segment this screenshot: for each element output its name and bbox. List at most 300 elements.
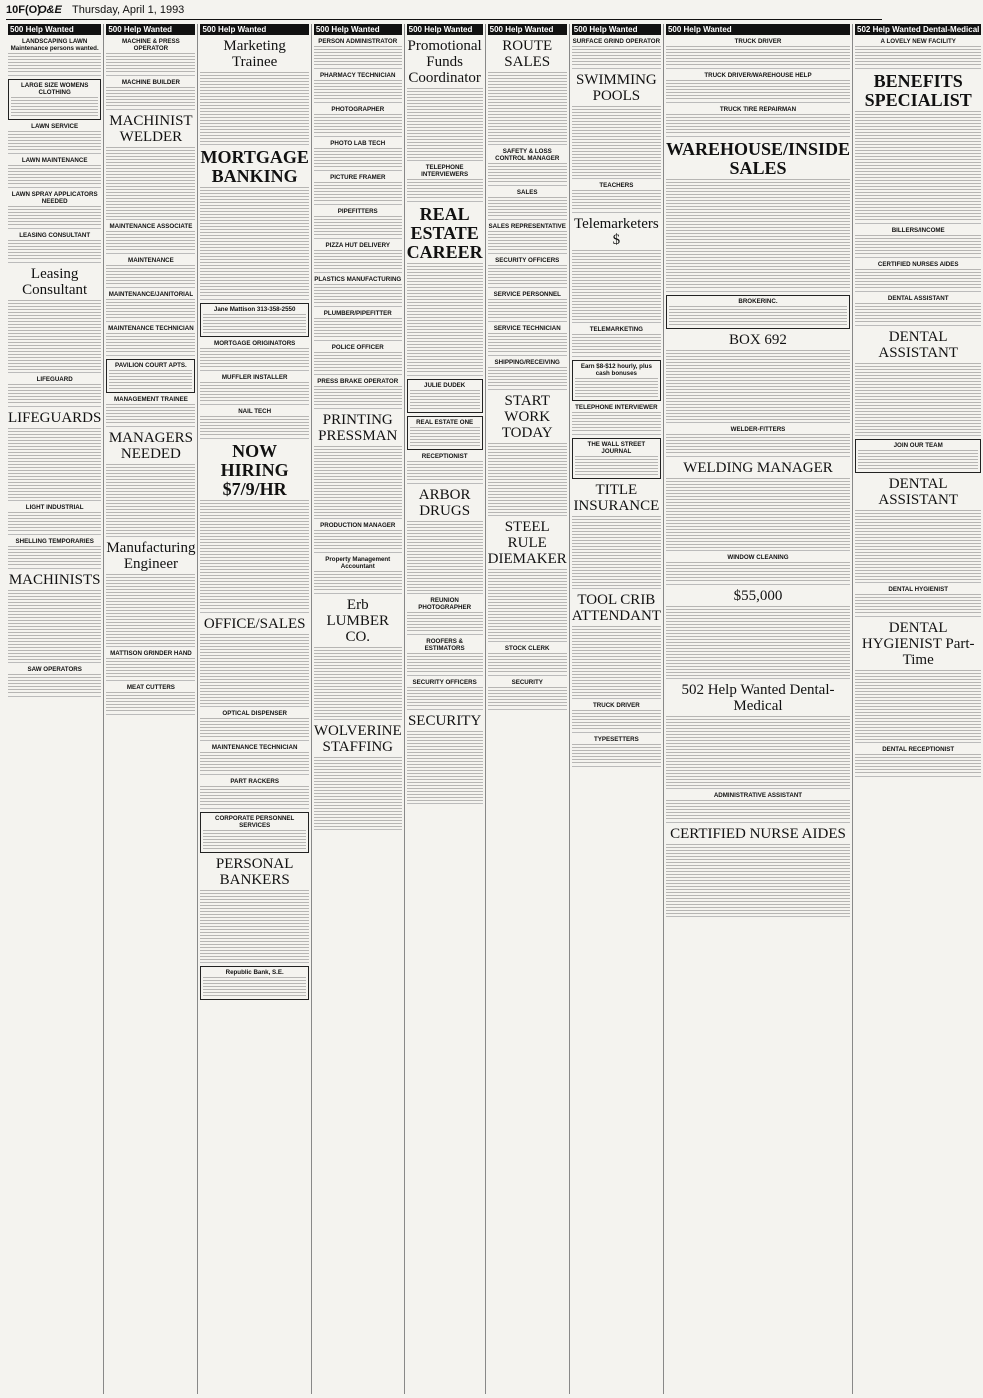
ad-title: WELDER-FITTERS — [730, 426, 786, 433]
ad-body-text — [106, 53, 195, 73]
ad-body-text — [572, 46, 661, 66]
classified-ad — [8, 504, 101, 535]
ad-title: LEASING CONSULTANT — [19, 232, 91, 239]
ad-title: BOX 692 — [729, 332, 787, 348]
ad-title: MANAGEMENT TRAINEE — [113, 396, 188, 403]
issue-date: Thursday, April 1, 1993 — [72, 4, 185, 16]
classified-ad — [314, 140, 402, 171]
classified-ad — [666, 332, 850, 423]
classified-ad — [488, 189, 567, 220]
ad-body-text — [488, 569, 567, 639]
ad-title: DENTAL ASSISTANT — [878, 329, 959, 361]
ad-body-text — [855, 269, 981, 289]
classified-ad — [200, 340, 308, 371]
classified-ad — [314, 723, 402, 830]
classified-ad — [488, 291, 567, 322]
ad-title: SAFETY & LOSS CONTROL MANAGER — [495, 148, 560, 162]
ad-body-text — [488, 231, 567, 251]
ad-title: NOW HIRING $7/9/HR — [220, 441, 289, 499]
ad-body-text — [8, 206, 101, 226]
classified-ad — [314, 344, 402, 375]
ad-title: SERVICE TECHNICIAN — [493, 325, 561, 332]
classified-ad — [8, 191, 101, 229]
classified-column — [311, 24, 404, 1394]
ad-body-text — [666, 350, 850, 420]
classified-ad — [8, 266, 101, 373]
ad-title: REUNION PHOTOGRAPHER — [418, 597, 472, 611]
classified-ad — [572, 360, 661, 401]
ad-body-text — [314, 148, 402, 168]
ad-body-text — [575, 378, 658, 398]
ad-title: LIGHT INDUSTRIAL — [25, 504, 84, 511]
ad-body-text — [666, 478, 850, 548]
ad-title: PERSON ADMINISTRATOR — [318, 38, 398, 45]
classified-ad — [106, 257, 195, 288]
classified-ad — [200, 856, 308, 963]
ad-body-text — [666, 80, 850, 100]
classified-ad — [106, 325, 195, 356]
ad-title: TRUCK DRIVER/WAREHOUSE HELP — [704, 72, 812, 79]
ad-body-text — [314, 182, 402, 202]
ad-title: CERTIFIED NURSES AIDES — [877, 261, 959, 268]
ad-title: LAWN SPRAY APPLICATORS NEEDED — [11, 191, 98, 205]
classified-ad — [855, 295, 981, 326]
ad-body-text — [666, 606, 850, 676]
ad-body-text — [488, 443, 567, 513]
ad-title: TELEPHONE INTERVIEWERS — [421, 164, 469, 178]
classified-ad — [666, 140, 850, 292]
ad-body-text — [855, 46, 981, 66]
classified-ad — [200, 374, 308, 405]
classified-ad — [407, 416, 483, 450]
classified-ad — [407, 379, 483, 413]
classified-ad — [855, 72, 981, 224]
classified-ad — [855, 38, 981, 69]
ad-title: ROOFERS & ESTIMATORS — [424, 638, 465, 652]
classified-ad — [200, 408, 308, 439]
classified-ad — [572, 482, 661, 589]
ad-title: SECURITY — [511, 679, 543, 686]
ad-title: LAWN MAINTENANCE — [21, 157, 88, 164]
classified-ad — [666, 426, 850, 457]
ad-body-text — [572, 744, 661, 764]
classified-ad — [8, 79, 101, 120]
classified-ad — [572, 326, 661, 357]
ad-body-text — [314, 318, 402, 338]
ad-body-text — [8, 512, 101, 532]
ad-title: SECURITY — [407, 713, 482, 729]
ad-title: Earn $8-$12 hourly, plus cash bonuses — [580, 363, 652, 377]
ad-body-text — [666, 114, 850, 134]
ad-body-text — [855, 111, 981, 221]
classified-ad — [407, 597, 483, 635]
ad-title: MACHINE & PRESS OPERATOR — [122, 38, 180, 52]
ad-title: TELEMARKETING — [589, 326, 643, 333]
ad-body-text — [314, 250, 402, 270]
ad-title: PERSONAL BANKERS — [215, 856, 294, 888]
ad-title: TELEPHONE INTERVIEWER — [575, 404, 658, 411]
classified-ad — [666, 682, 850, 789]
ad-body-text — [488, 653, 567, 673]
ad-title: PHOTO LAB TECH — [330, 140, 386, 147]
classified-ad — [314, 242, 402, 273]
ad-title: DENTAL HYGIENIST — [888, 586, 948, 593]
ad-title: Promotional Funds Coordinator — [407, 38, 482, 86]
ad-body-text — [572, 710, 661, 730]
ad-body-text — [106, 265, 195, 285]
classified-columns — [6, 24, 980, 1394]
classified-ad — [666, 38, 850, 69]
classified-ad — [106, 291, 195, 322]
classified-column — [663, 24, 852, 1394]
ad-body-text — [488, 265, 567, 285]
ad-body-text — [109, 370, 192, 390]
classified-ad — [572, 38, 661, 69]
ad-body-text — [8, 165, 101, 185]
ad-body-text — [314, 46, 402, 66]
classified-ad — [666, 106, 850, 137]
classified-ad — [407, 164, 483, 202]
ad-body-text — [200, 500, 308, 610]
classified-ad — [106, 359, 195, 393]
classified-ad — [106, 38, 195, 76]
classified-ad — [200, 303, 308, 337]
classified-ad — [488, 359, 567, 390]
ad-body-text — [200, 634, 308, 704]
ad-body-text — [314, 80, 402, 100]
ad-body-text — [8, 300, 101, 370]
ad-body-text — [407, 461, 483, 481]
ad-title: OFFICE/SALES — [203, 616, 306, 632]
classified-ad — [200, 812, 308, 853]
ad-title: MAINTENANCE/JANITORIAL — [108, 291, 194, 298]
classified-ad — [8, 123, 101, 154]
ad-title: MAINTENANCE TECHNICIAN — [211, 744, 298, 751]
ad-title: Telemarketers $ — [574, 216, 659, 248]
ad-body-text — [314, 571, 402, 591]
column-heading: 500 Help Wanted — [572, 24, 661, 35]
ad-title: PLUMBER/PIPEFITTER — [323, 310, 392, 317]
ad-title: SHELLING TEMPORARIES — [15, 538, 94, 545]
ad-title: Jane Mattison 313-358-2550 — [213, 306, 296, 313]
classified-ad — [407, 205, 483, 376]
classified-ad — [855, 439, 981, 473]
ad-title: RECEPTIONIST — [421, 453, 468, 460]
ad-body-text — [8, 240, 101, 260]
classified-ad — [572, 438, 661, 479]
ad-body-text — [200, 348, 308, 368]
ad-title: SECURITY OFFICERS — [495, 257, 560, 264]
ad-body-text — [407, 687, 483, 707]
ad-title: REAL ESTATE ONE — [416, 419, 474, 426]
classified-ad — [572, 182, 661, 213]
ad-body-text — [106, 147, 195, 217]
ad-title: TOOL CRIB ATTENDANT — [571, 592, 661, 624]
ad-body-text — [314, 757, 402, 827]
ad-title: MEAT CUTTERS — [126, 684, 175, 691]
classified-ad — [106, 650, 195, 681]
ad-body-text — [858, 450, 978, 470]
classified-column — [485, 24, 569, 1394]
ad-title: LIFEGUARD — [36, 376, 73, 383]
classified-ad — [106, 396, 195, 427]
ad-title: MAINTENANCE ASSOCIATE — [109, 223, 193, 230]
ad-title: SECURITY OFFICERS — [412, 679, 477, 686]
ad-title: TRUCK TIRE REPAIRMAN — [719, 106, 797, 113]
ad-body-text — [11, 97, 98, 117]
ad-title: START WORK TODAY — [501, 393, 553, 441]
ad-title: A LOVELY NEW FACILITY — [880, 38, 956, 45]
classified-ad — [106, 113, 195, 220]
ad-title: LIFEGUARDS — [8, 410, 102, 426]
ad-body-text — [200, 382, 308, 402]
ad-body-text — [855, 303, 981, 323]
classified-ad — [407, 679, 483, 710]
classified-column — [852, 24, 983, 1394]
ad-title: TRUCK DRIVER — [592, 702, 640, 709]
ad-body-text — [8, 384, 101, 404]
ad-body-text — [200, 718, 308, 738]
classified-ad — [200, 148, 308, 300]
ad-body-text — [106, 299, 195, 319]
ad-body-text — [106, 404, 195, 424]
ad-title: CERTIFIED NURSE AIDES — [670, 826, 846, 842]
ad-title: PAVILION COURT APTS. — [115, 362, 187, 369]
ad-body-text — [488, 333, 567, 353]
classified-ad — [200, 616, 308, 707]
ad-title: SURFACE GRIND OPERATOR — [572, 38, 661, 45]
ad-title: PICTURE FRAMER — [330, 174, 386, 181]
classified-ad — [666, 72, 850, 103]
column-heading: 500 Help Wanted — [200, 24, 308, 35]
classified-ad — [106, 223, 195, 254]
ad-body-text — [855, 594, 981, 614]
ad-body-text — [666, 179, 850, 289]
classified-ad — [666, 792, 850, 823]
ad-body-text — [855, 235, 981, 255]
classified-ad — [8, 572, 101, 663]
ad-body-text — [855, 510, 981, 580]
ad-title: Republic Bank, S.E. — [225, 969, 284, 976]
ad-body-text — [407, 263, 483, 373]
ad-title: STOCK CLERK — [504, 645, 550, 652]
column-heading: 500 Help Wanted — [314, 24, 402, 35]
classified-ad — [855, 746, 981, 777]
ad-body-text — [314, 352, 402, 372]
ad-title: ROUTE SALES — [502, 38, 553, 70]
ad-body-text — [666, 844, 850, 914]
classified-ad — [106, 79, 195, 110]
ad-body-text — [572, 516, 661, 586]
ad-title: WELDING MANAGER — [683, 460, 833, 476]
classified-ad — [314, 208, 402, 239]
ad-title: MUFFLER INSTALLER — [221, 374, 288, 381]
classified-ad — [666, 588, 850, 679]
ad-body-text — [572, 412, 661, 432]
classified-ad — [572, 736, 661, 767]
ad-title: TYPESETTERS — [594, 736, 639, 743]
ad-body-text — [314, 386, 402, 406]
ad-body-text — [407, 612, 483, 632]
classified-ad — [855, 586, 981, 617]
ad-body-text — [855, 754, 981, 774]
ad-body-text — [488, 72, 567, 142]
ad-body-text — [106, 692, 195, 712]
ad-title: TEACHERS — [599, 182, 634, 189]
classified-ad — [8, 38, 101, 76]
ad-body-text — [666, 800, 850, 820]
ad-body-text — [314, 647, 402, 717]
classified-ad — [314, 72, 402, 103]
classified-ad — [666, 554, 850, 585]
ad-body-text — [106, 574, 195, 644]
ad-body-text — [410, 427, 480, 447]
ad-title: WOLVERINE STAFFING — [313, 723, 402, 755]
ad-title: SAW OPERATORS — [27, 666, 82, 673]
classified-ad — [572, 216, 661, 323]
ad-body-text — [200, 786, 308, 806]
ad-body-text — [572, 626, 661, 696]
ad-title: JULIE DUDEK — [424, 382, 466, 389]
classified-ad — [8, 232, 101, 263]
ad-title: ADMINISTRATIVE ASSISTANT — [713, 792, 803, 799]
classified-ad — [488, 393, 567, 516]
column-heading: 500 Help Wanted — [488, 24, 567, 35]
ad-body-text — [572, 334, 661, 354]
ad-title: WINDOW CLEANING — [727, 554, 789, 561]
ad-title: JOIN OUR TEAM — [893, 442, 943, 449]
ad-body-text — [666, 434, 850, 454]
ad-body-text — [575, 456, 658, 476]
ad-title: Erb LUMBER CO. — [326, 597, 389, 645]
ad-body-text — [410, 390, 480, 410]
ad-title: MACHINIST WELDER — [109, 113, 193, 145]
ad-body-text — [8, 131, 101, 151]
ad-title: TRUCK DRIVER — [734, 38, 782, 45]
ad-title: REAL ESTATE CAREER — [406, 204, 483, 262]
ad-title: ARBOR DRUGS — [418, 487, 471, 519]
classified-ad — [200, 778, 308, 809]
classified-ad — [200, 38, 308, 145]
classified-ad — [855, 329, 981, 436]
classified-ad — [572, 702, 661, 733]
ad-body-text — [488, 163, 567, 183]
page-number: 10F(O) — [6, 4, 41, 16]
ad-title: LAWN SERVICE — [31, 123, 79, 130]
classified-ad — [200, 966, 308, 1000]
ad-body-text — [666, 716, 850, 786]
classified-ad — [407, 638, 483, 676]
classified-ad — [488, 148, 567, 186]
ad-title: $55,000 — [733, 588, 783, 604]
ad-body-text — [106, 333, 195, 353]
ad-body-text — [8, 546, 101, 566]
column-heading: 500 Help Wanted — [106, 24, 195, 35]
ad-body-text — [314, 216, 402, 236]
classified-ad — [314, 378, 402, 409]
classified-ad — [314, 597, 402, 720]
ad-title: MAINTENANCE TECHNICIAN — [108, 325, 194, 332]
ad-body-text — [669, 306, 847, 326]
ad-body-text — [855, 363, 981, 433]
ad-title: SALES REPRESENTATIVE — [488, 223, 566, 230]
classified-column — [6, 24, 103, 1394]
ad-body-text — [407, 731, 483, 801]
ad-title: NAIL TECH — [238, 408, 272, 415]
classified-ad — [200, 442, 308, 613]
classified-ad — [314, 106, 402, 137]
ad-body-text — [855, 670, 981, 740]
ad-body-text — [200, 72, 308, 142]
ad-title: DENTAL ASSISTANT — [878, 476, 959, 508]
ad-body-text — [200, 187, 308, 297]
ad-body-text — [488, 687, 567, 707]
ad-title: MATTISON GRINDER HAND — [110, 650, 192, 657]
ad-title: PART RACKERS — [230, 778, 280, 785]
column-heading: 502 Help Wanted Dental-Medical — [857, 25, 980, 34]
column-heading: 500 Help Wanted — [8, 24, 101, 35]
ad-title: LANDSCAPING LAWN Maintenance persons wanted. — [10, 38, 99, 52]
classified-ad — [106, 684, 195, 715]
classified-ad — [488, 257, 567, 288]
ad-title: OPTICAL DISPENSER — [222, 710, 287, 717]
classified-ad — [8, 666, 101, 697]
classified-ad — [314, 38, 402, 69]
ad-body-text — [314, 446, 402, 516]
ad-body-text — [314, 530, 402, 550]
ad-title: MACHINE BUILDER — [121, 79, 180, 86]
classified-ad — [666, 460, 850, 551]
classified-ad — [488, 645, 567, 676]
classified-ad — [407, 453, 483, 484]
ad-title: STEEL RULE DIEMAKER — [487, 519, 567, 567]
ad-title: 502 Help Wanted Dental-Medical — [681, 682, 835, 714]
ad-body-text — [8, 674, 101, 694]
classified-ad — [407, 713, 483, 804]
ad-title: SERVICE PERSONNEL — [493, 291, 561, 298]
ad-body-text — [488, 299, 567, 319]
classified-ad — [407, 487, 483, 594]
classified-ad — [572, 72, 661, 179]
classified-ad — [855, 227, 981, 258]
ad-body-text — [106, 87, 195, 107]
ad-title: DENTAL RECEPTIONIST — [882, 746, 955, 753]
ad-title: WAREHOUSE/INSIDE SALES — [665, 139, 850, 178]
ad-body-text — [407, 88, 483, 158]
classified-ad — [407, 38, 483, 161]
ad-body-text — [572, 250, 661, 320]
classified-ad — [106, 430, 195, 537]
ad-body-text — [106, 464, 195, 534]
ad-body-text — [203, 977, 305, 997]
ad-title: Marketing Trainee — [223, 38, 286, 70]
ad-title: Manufacturing Engineer — [106, 540, 196, 572]
ad-title: BILLERS/INCOME — [891, 227, 945, 234]
classified-column — [569, 24, 663, 1394]
ad-body-text — [8, 53, 101, 73]
classified-ad — [314, 412, 402, 519]
classified-ad — [8, 538, 101, 569]
ad-title: PRODUCTION MANAGER — [320, 522, 396, 529]
ad-title: PRINTING PRESSMAN — [318, 412, 398, 444]
ad-body-text — [407, 179, 483, 199]
ad-title: DENTAL ASSISTANT — [887, 295, 949, 302]
ad-body-text — [488, 367, 567, 387]
ad-title: Property Management Accountant — [325, 556, 391, 570]
classified-ad — [855, 476, 981, 583]
ad-body-text — [488, 197, 567, 217]
ad-title: PRESS BRAKE OPERATOR — [317, 378, 399, 385]
